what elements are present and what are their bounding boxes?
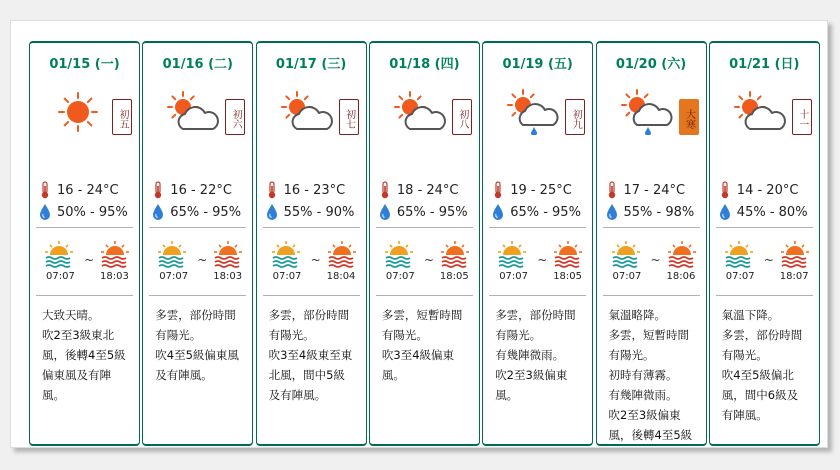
sun-times xyxy=(611,239,703,285)
humidity-text: 65% - 95% xyxy=(170,204,242,220)
description-line: 有陽光。 xyxy=(268,328,315,342)
divider xyxy=(263,295,360,296)
sunset-time: 18:07 xyxy=(779,271,809,282)
sunset-icon xyxy=(440,239,470,269)
forecast-day-card xyxy=(29,41,140,446)
time-separator: ~ xyxy=(84,253,95,267)
water-drop-icon xyxy=(151,203,165,221)
divider xyxy=(149,227,246,228)
description-line: 吹4至5級偏北 xyxy=(721,368,794,382)
time-separator: ~ xyxy=(310,253,321,267)
day-date: 01/17 (三) xyxy=(275,57,347,72)
forecast-description xyxy=(382,305,478,385)
description-line: 風，後轉4至5級 xyxy=(608,428,693,442)
description-line: 有幾陣微雨。 xyxy=(608,388,678,402)
temperature-range xyxy=(265,181,346,199)
sun-times xyxy=(271,239,363,285)
humidity-text: 45% - 80% xyxy=(736,204,808,220)
temperature-text: 17 - 24°C xyxy=(623,182,686,198)
description-line: 有陽光。 xyxy=(608,348,655,362)
temperature-text: 18 - 24°C xyxy=(396,182,459,198)
humidity-range xyxy=(605,203,695,221)
thermometer-icon xyxy=(605,181,619,199)
description-line: 多雲，短暫時間 xyxy=(608,328,689,342)
forecast-description xyxy=(495,305,591,405)
divider xyxy=(716,227,813,228)
description-line: 風。 xyxy=(495,388,519,402)
sun-times xyxy=(724,239,816,285)
forecast-day-card xyxy=(256,41,367,446)
humidity-text: 50% - 95% xyxy=(57,204,128,220)
lunar-date-badge: 初五 xyxy=(112,99,132,135)
description-line: 有陽光。 xyxy=(155,328,202,342)
description-line: 氣溫略降。 xyxy=(608,308,666,322)
description-line: 吹3至4級東至東 xyxy=(268,348,353,362)
description-line: 及有陣風。 xyxy=(155,368,213,382)
water-drop-icon xyxy=(491,203,505,221)
thermometer-icon xyxy=(718,181,732,199)
divider xyxy=(376,295,473,296)
sunrise-icon xyxy=(44,239,74,269)
description-line: 有陽光。 xyxy=(495,328,542,342)
description-line: 有陣風。 xyxy=(721,408,768,422)
time-separator: ~ xyxy=(763,253,774,267)
description-line: 風，後轉4至5級 xyxy=(42,348,126,362)
forecast-day-card xyxy=(709,41,820,446)
day-date: 01/19 (五) xyxy=(502,57,573,72)
sunrise-time: 07:07 xyxy=(385,271,415,282)
sunset-time: 18:05 xyxy=(439,271,469,282)
water-drop-icon xyxy=(605,203,619,221)
sun-times xyxy=(384,239,476,285)
temperature-range xyxy=(605,181,686,199)
description-line: 北風，間中5級 xyxy=(268,368,345,382)
day-date: 01/20 (六) xyxy=(615,57,687,72)
forecast-description xyxy=(42,305,138,405)
description-line: 氣溫下降。 xyxy=(721,308,780,322)
sun-times xyxy=(157,239,249,285)
sunrise-icon xyxy=(497,239,527,269)
temperature-range xyxy=(491,181,572,199)
humidity-text: 65% - 95% xyxy=(510,204,581,220)
sunset-time: 18:05 xyxy=(553,271,583,282)
humidity-range xyxy=(38,203,128,221)
sunrise-time: 07:07 xyxy=(499,271,529,282)
sun-cloud-icon xyxy=(163,89,219,135)
temperature-text: 16 - 22°C xyxy=(170,182,232,198)
lunar-date-badge: 初七 xyxy=(339,99,359,135)
temperature-range xyxy=(151,181,232,199)
sun-times xyxy=(497,239,589,285)
divider xyxy=(36,227,133,228)
divider xyxy=(263,227,360,228)
sunset-icon xyxy=(100,239,130,269)
sunrise-icon xyxy=(611,239,641,269)
humidity-range xyxy=(378,203,468,221)
lunar-date-badge: 初六 xyxy=(225,99,245,135)
humidity-text: 55% - 98% xyxy=(623,204,695,220)
lunar-date-badge: 十一 xyxy=(792,99,812,135)
sunset-time: 18:03 xyxy=(213,271,243,282)
sunset-time: 18:06 xyxy=(666,271,696,282)
humidity-text: 65% - 95% xyxy=(396,204,468,220)
time-separator: ~ xyxy=(650,253,661,267)
humidity-range xyxy=(718,203,808,221)
divider xyxy=(603,295,700,296)
water-drop-icon xyxy=(265,203,279,221)
forecast-panel xyxy=(10,20,828,448)
description-line: 吹2至3級東北 xyxy=(42,328,115,342)
description-line: 吹2至3級偏東 xyxy=(608,408,681,422)
description-line: 吹4至5級偏東風 xyxy=(155,348,239,362)
description-line: 多雲，短暫時間 xyxy=(381,308,463,322)
humidity-range xyxy=(491,203,581,221)
divider xyxy=(376,227,473,228)
forecast-day-card xyxy=(482,41,593,446)
description-line: 風。 xyxy=(381,368,405,382)
sunrise-time: 07:07 xyxy=(159,271,189,282)
sun-cloud-icon xyxy=(277,89,333,135)
description-line: 多雲，部份時間 xyxy=(721,328,803,342)
forecast-day-card xyxy=(596,41,707,446)
water-drop-icon xyxy=(378,203,392,221)
time-separator: ~ xyxy=(197,253,208,267)
day-date: 01/18 (四) xyxy=(389,57,460,72)
sunrise-icon xyxy=(724,239,754,269)
temperature-text: 16 - 23°C xyxy=(283,182,346,198)
divider xyxy=(36,295,133,296)
description-line: 吹2至3級偏東 xyxy=(495,368,568,382)
forecast-strip xyxy=(29,41,828,446)
temperature-range xyxy=(718,181,799,199)
temperature-range xyxy=(378,181,459,199)
thermometer-icon xyxy=(265,181,279,199)
humidity-range xyxy=(265,203,355,221)
forecast-day-card xyxy=(142,41,253,446)
sunrise-time: 07:07 xyxy=(46,271,75,282)
water-drop-icon xyxy=(38,203,52,221)
thermometer-icon xyxy=(151,181,165,199)
thermometer-icon xyxy=(491,181,505,199)
lunar-date-badge: 大寒 xyxy=(679,99,699,135)
lunar-date-badge: 初九 xyxy=(565,99,585,135)
sun-cloud-icon xyxy=(730,89,786,135)
divider xyxy=(716,295,813,296)
description-line: 多雲，部份時間 xyxy=(495,308,576,322)
forecast-description xyxy=(609,305,705,445)
thermometer-icon xyxy=(378,181,392,199)
sunset-icon xyxy=(780,239,810,269)
divider xyxy=(489,227,586,228)
description-line: 多雲，部份時間 xyxy=(268,308,350,322)
sunset-icon xyxy=(667,239,697,269)
humidity-range xyxy=(151,203,241,221)
forecast-description xyxy=(722,305,818,425)
description-line: 及有陣風。 xyxy=(268,388,327,402)
humidity-text: 55% - 90% xyxy=(283,204,355,220)
sunrise-time: 07:07 xyxy=(612,271,642,282)
description-line: 大致天晴。 xyxy=(42,308,100,322)
temperature-text: 16 - 24°C xyxy=(57,182,119,198)
divider xyxy=(603,227,700,228)
forecast-description xyxy=(269,305,365,405)
sunset-icon xyxy=(327,239,357,269)
sunset-time: 18:03 xyxy=(100,271,129,282)
temperature-text: 14 - 20°C xyxy=(736,182,799,198)
sunrise-icon xyxy=(157,239,187,269)
description-line: 風，間中6級及 xyxy=(721,388,799,402)
description-line: 初時有薄霧。 xyxy=(608,368,678,382)
sun-cloud-rain-icon xyxy=(503,89,559,135)
sun-cloud-icon xyxy=(390,89,446,135)
sunrise-time: 07:07 xyxy=(725,271,755,282)
sunrise-time: 07:07 xyxy=(272,271,302,282)
description-line: 多雲，部份時間 xyxy=(155,308,236,322)
description-line: 有陽光。 xyxy=(721,348,768,362)
day-date: 01/21 (日) xyxy=(729,57,800,72)
sun-times xyxy=(44,239,136,285)
description-line: 有幾陣微雨。 xyxy=(495,348,565,362)
sun-cloud-rain-icon xyxy=(617,89,673,135)
sunny-icon xyxy=(50,89,106,135)
time-separator: ~ xyxy=(423,253,434,267)
day-date: 01/16 (二) xyxy=(162,57,233,72)
forecast-day-card xyxy=(369,41,480,446)
sunset-icon xyxy=(213,239,243,269)
divider xyxy=(489,295,586,296)
forecast-description xyxy=(155,305,251,385)
thermometer-icon xyxy=(38,181,52,199)
lunar-date-badge: 初八 xyxy=(452,99,472,135)
divider xyxy=(149,295,246,296)
description-line: 偏東風及有陣 xyxy=(42,368,111,382)
description-line: 吹3至4級偏東 xyxy=(381,348,455,362)
sunrise-icon xyxy=(271,239,301,269)
day-date: 01/15 (一) xyxy=(49,57,120,72)
time-separator: ~ xyxy=(537,253,548,267)
sunset-time: 18:04 xyxy=(326,271,356,282)
temperature-range xyxy=(38,181,119,199)
sunset-icon xyxy=(553,239,583,269)
description-line: 有陽光。 xyxy=(381,328,428,342)
description-line: 風。 xyxy=(42,388,65,402)
sunrise-icon xyxy=(384,239,414,269)
temperature-text: 19 - 25°C xyxy=(510,182,572,198)
water-drop-icon xyxy=(718,203,732,221)
